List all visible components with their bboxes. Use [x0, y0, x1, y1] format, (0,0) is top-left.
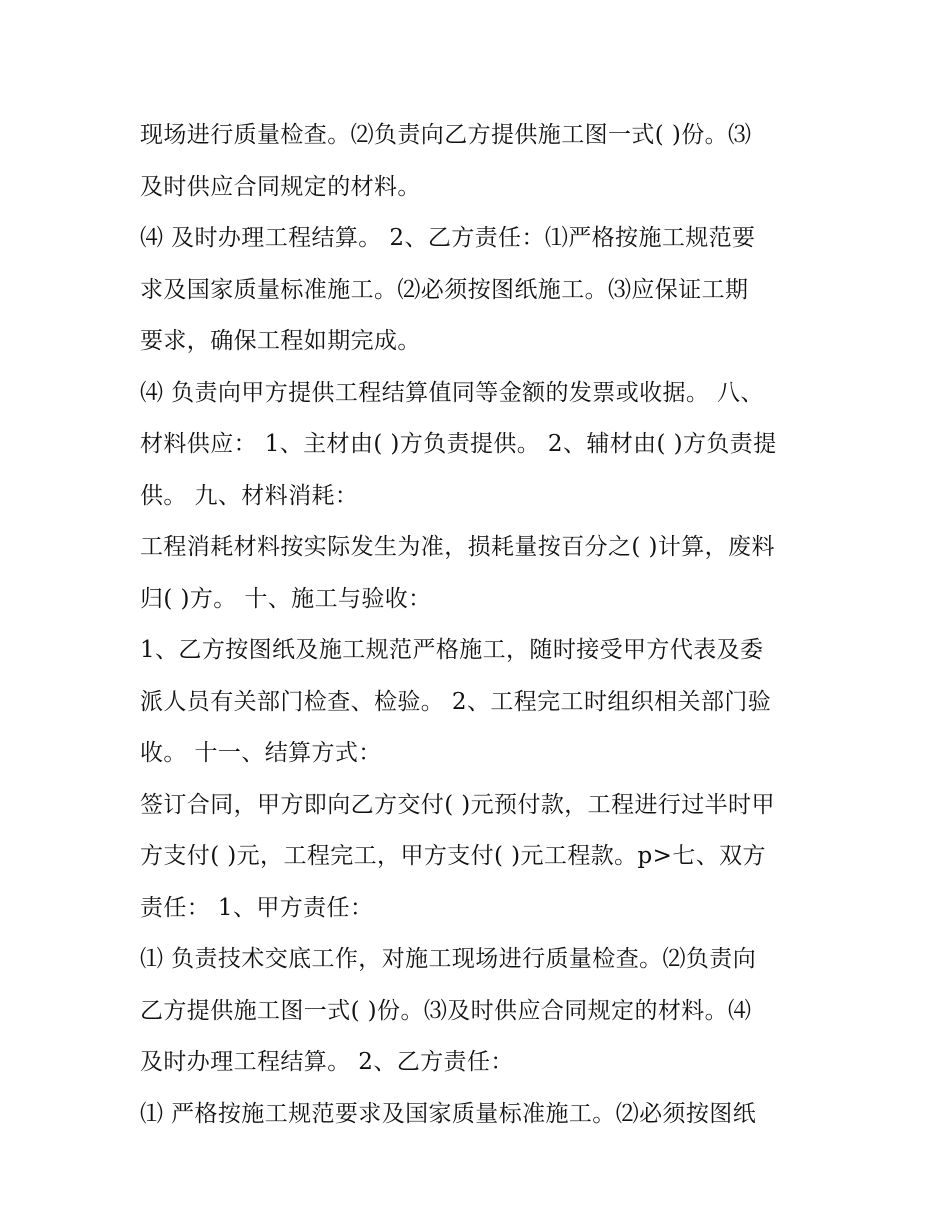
text-line: 派人员有关部门检查、检验。 2、工程完工时组织相关部门验 [140, 688, 772, 715]
text-line: ⑴ 负责技术交底工作，对施工现场进行质量检查。⑵负责向 [140, 946, 757, 972]
text-line: 1、乙方按图纸及施工规范严格施工，随时接受甲方代表及委 [140, 637, 764, 663]
text-line: 归( )方。 十、施工与验收： [140, 585, 432, 612]
text-line: 收。 十一、结算方式： [140, 740, 382, 766]
text-line: 现场进行质量检查。⑵负责向乙方提供施工图一式( )份。⑶ [140, 122, 752, 148]
text-line: 求及国家质量标准施工。⑵必须按图纸施工。⑶应保证工期 [140, 276, 749, 303]
text-line: 签订合同，甲方即向乙方交付( )元预付款，工程进行过半时甲 [140, 791, 775, 818]
text-line: 乙方提供施工图一式( )份。⑶及时供应合同规定的材料。⑷ [140, 997, 752, 1024]
text-line: ⑴ 严格按施工规范要求及国家质量标准施工。⑵必须按图纸 [140, 1100, 757, 1127]
text-line: 方支付( )元，工程完工，甲方支付( )元工程款。p>七、双方 [140, 843, 766, 869]
text-line: 责任： 1、甲方责任： [140, 894, 374, 921]
text-line: 要求，确保工程如期完成。 [140, 328, 421, 354]
text-line: ⑷ 及时办理工程结算。 2、乙方责任：⑴严格按施工规范要 [140, 225, 756, 251]
document-body [140, 110, 820, 1140]
text-line: 及时办理工程结算。 2、乙方责任： [140, 1049, 514, 1075]
text-line: ⑷ 负责向甲方提供工程结算值同等金额的发票或收据。 八、 [140, 379, 764, 406]
text-line: 供。 九、材料消耗： [140, 482, 359, 509]
text-line: 材料供应： 1、主材由( )方负责提供。 2、辅材由( )方负责提 [140, 431, 777, 457]
text-line: 工程消耗材料按实际发生为准，损耗量按百分之( )计算，废料 [140, 534, 775, 560]
text-line: 及时供应合同规定的材料。 [140, 173, 421, 200]
